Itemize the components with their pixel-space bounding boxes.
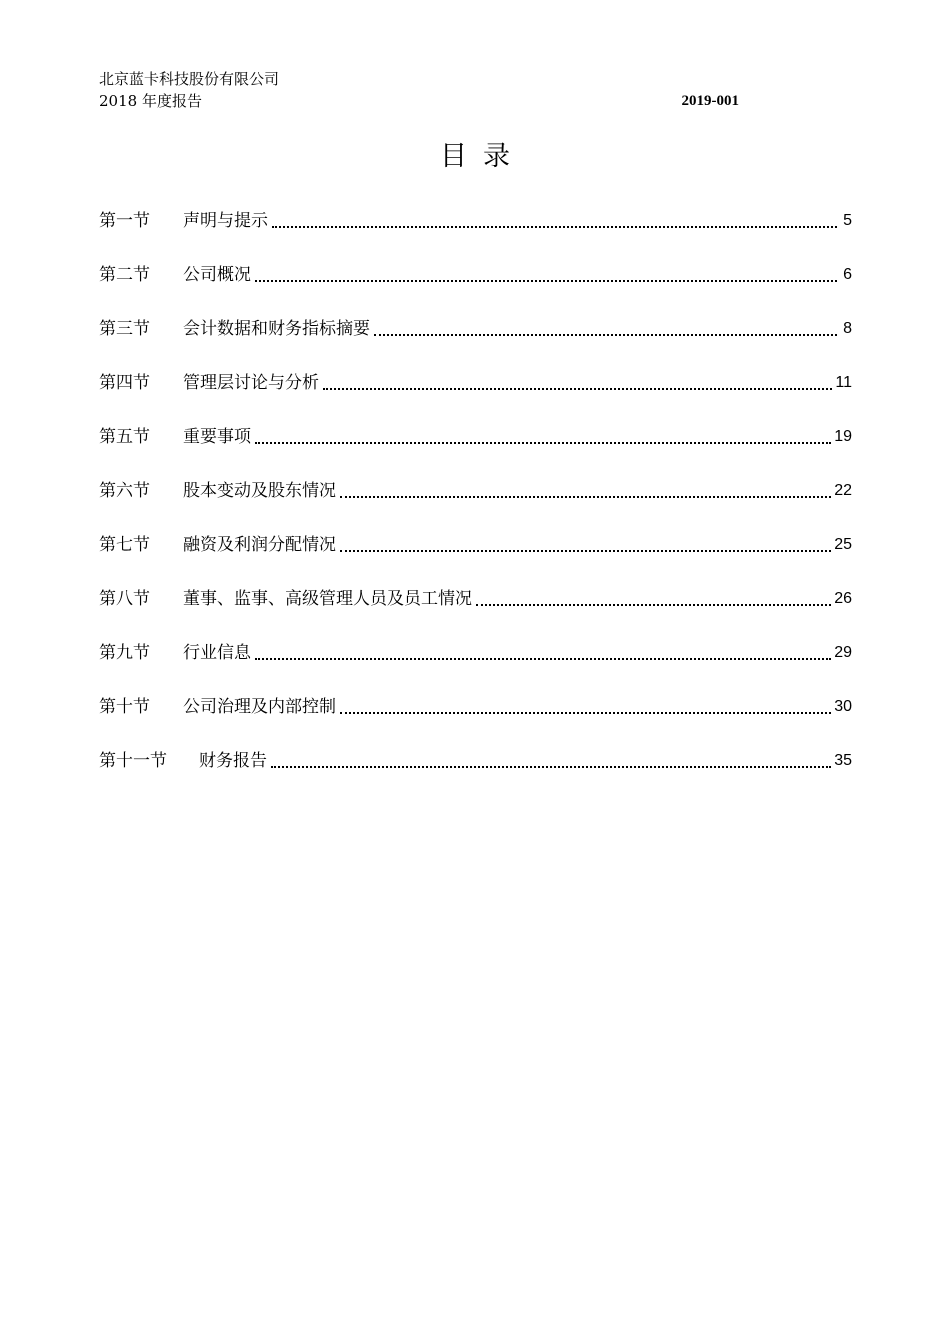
toc-section-number: 第八节 — [99, 589, 150, 609]
toc-dot-leader — [340, 693, 831, 721]
toc-section-name: 会计数据和财务指标摘要 — [183, 319, 370, 339]
toc-title: 目录 — [440, 141, 526, 172]
toc-dot-leader — [340, 531, 831, 559]
toc-section-number: 第九节 — [99, 643, 150, 663]
toc-dot-leader — [323, 369, 832, 397]
toc-section-number: 第三节 — [99, 319, 150, 339]
toc-section-number: 第六节 — [99, 481, 150, 501]
toc-entry[interactable] — [99, 585, 852, 639]
toc-section-name: 股本变动及股东情况 — [183, 481, 336, 501]
toc-entry[interactable] — [99, 531, 852, 585]
toc-entry[interactable] — [99, 207, 852, 261]
header-report-code: 2019-001 — [681, 93, 739, 109]
table-of-contents — [99, 207, 852, 801]
toc-section-name: 公司概况 — [183, 265, 251, 285]
toc-entry[interactable] — [99, 315, 852, 369]
toc-page-number: 30 — [834, 698, 852, 715]
toc-entry[interactable] — [99, 639, 852, 693]
toc-section-name: 财务报告 — [199, 751, 267, 771]
toc-page-number: 26 — [834, 590, 852, 607]
toc-section-name: 行业信息 — [183, 643, 251, 663]
toc-entry[interactable] — [99, 261, 852, 315]
toc-section-name: 融资及利润分配情况 — [183, 535, 336, 555]
toc-section-number: 第四节 — [99, 373, 150, 393]
toc-dot-leader — [255, 423, 831, 451]
toc-page-number: 22 — [834, 482, 852, 499]
toc-section-name: 董事、监事、高级管理人员及员工情况 — [183, 589, 472, 609]
toc-section-name: 公司治理及内部控制 — [183, 697, 336, 717]
toc-dot-leader — [272, 207, 837, 235]
header-company-name: 北京蓝卡科技股份有限公司 — [99, 70, 280, 88]
toc-section-number: 第七节 — [99, 535, 150, 555]
toc-page-number: 29 — [834, 644, 852, 661]
toc-dot-leader — [374, 315, 837, 343]
toc-page-number: 11 — [835, 374, 852, 391]
toc-section-name: 管理层讨论与分析 — [183, 373, 319, 393]
toc-page-number: 5 — [843, 212, 852, 229]
toc-entry[interactable] — [99, 423, 852, 477]
toc-page-number: 35 — [834, 752, 852, 769]
toc-dot-leader — [255, 639, 831, 667]
toc-entry[interactable] — [99, 747, 852, 801]
toc-section-number: 第十节 — [99, 697, 150, 717]
toc-page-number: 19 — [834, 428, 852, 445]
toc-page-number: 25 — [834, 536, 852, 553]
toc-section-number: 第五节 — [99, 427, 150, 447]
toc-dot-leader — [255, 261, 837, 289]
toc-section-name: 重要事项 — [183, 427, 251, 447]
toc-dot-leader — [271, 747, 831, 775]
toc-page-number: 8 — [843, 320, 852, 337]
toc-dot-leader — [340, 477, 831, 505]
toc-section-name: 声明与提示 — [183, 211, 268, 231]
toc-section-number: 第十一节 — [99, 751, 167, 771]
toc-section-number: 第二节 — [99, 265, 150, 285]
toc-entry[interactable] — [99, 369, 852, 423]
toc-section-number: 第一节 — [99, 211, 150, 231]
toc-page-number: 6 — [843, 266, 852, 283]
toc-dot-leader — [476, 585, 831, 613]
header-report-title: 2018 年度报告 — [99, 92, 202, 110]
toc-entry[interactable] — [99, 477, 852, 531]
toc-entry[interactable] — [99, 693, 852, 747]
